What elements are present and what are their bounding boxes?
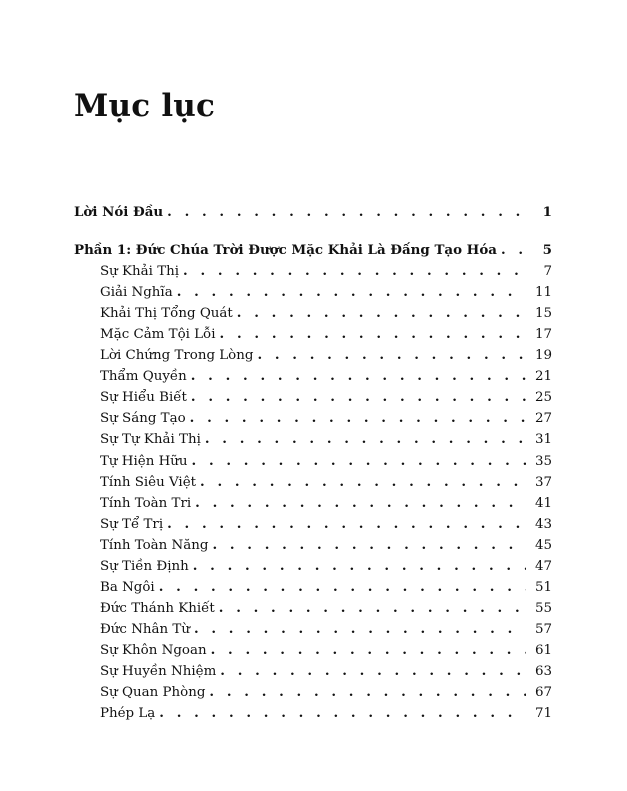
toc-page-number: 19 bbox=[534, 348, 552, 364]
dot-leader bbox=[219, 598, 526, 619]
dot-leader bbox=[159, 703, 526, 724]
dot-leader bbox=[167, 514, 526, 535]
toc-entry-label: Tính Toàn Năng bbox=[100, 537, 209, 553]
toc-entry-label: Giải Nghĩa bbox=[100, 285, 173, 301]
dot-leader bbox=[209, 682, 526, 703]
toc-entry-label: Phần 1: Đức Chúa Trời Được Mặc Khải Là Đấng Tạo Hóa bbox=[74, 242, 497, 259]
toc-entry[interactable] bbox=[74, 598, 552, 619]
toc-entry-label: Lời Nói Đầu bbox=[74, 204, 164, 220]
toc-page-number: 35 bbox=[534, 453, 552, 469]
toc-page-number: 57 bbox=[534, 621, 552, 637]
toc-entry-label: Khải Thị Tổng Quát bbox=[100, 306, 233, 322]
toc-page-number: 21 bbox=[534, 369, 552, 385]
toc-entry-label: Sự Sáng Tạo bbox=[100, 411, 186, 427]
toc-entry-label: Sự Tự Khải Thị bbox=[100, 432, 201, 448]
toc-page-number: 15 bbox=[534, 306, 552, 322]
toc-page-number: 43 bbox=[534, 516, 552, 532]
toc-entry-label: Sự Quan Phòng bbox=[100, 685, 206, 701]
toc-entry-label: Sự Khôn Ngoan bbox=[100, 642, 207, 658]
dot-leader bbox=[237, 303, 526, 324]
toc-entry-label: Sự Hiểu Biết bbox=[100, 390, 187, 406]
toc-entry-label: Tính Toàn Tri bbox=[100, 495, 192, 511]
toc-entry[interactable] bbox=[74, 703, 552, 724]
toc-entry-label: Mặc Cảm Tội Lỗi bbox=[100, 327, 216, 343]
toc-entry-label: Đức Nhân Từ bbox=[100, 621, 190, 637]
dot-leader bbox=[220, 661, 526, 682]
toc-entry[interactable] bbox=[74, 324, 552, 345]
toc-entry[interactable] bbox=[74, 282, 552, 303]
toc-page-number: 41 bbox=[534, 495, 552, 511]
dot-leader bbox=[194, 619, 526, 640]
toc-entry[interactable] bbox=[74, 345, 552, 366]
dot-leader bbox=[205, 429, 526, 450]
dot-leader bbox=[501, 240, 526, 261]
toc-entry[interactable] bbox=[74, 661, 552, 682]
dot-leader bbox=[159, 577, 526, 598]
toc-page-number: 5 bbox=[542, 242, 552, 259]
dot-leader bbox=[191, 387, 526, 408]
toc-entry[interactable] bbox=[74, 682, 552, 703]
dot-leader bbox=[212, 535, 526, 556]
toc-page-number: 17 bbox=[534, 327, 552, 343]
toc-entry-label: Thẩm Quyền bbox=[100, 369, 187, 385]
toc-entry-label: Sự Tiền Định bbox=[100, 558, 189, 574]
toc-page-number: 67 bbox=[534, 685, 552, 701]
toc-entry[interactable] bbox=[74, 408, 552, 429]
toc-page-number: 27 bbox=[534, 411, 552, 427]
toc-entry[interactable] bbox=[74, 577, 552, 598]
toc-entry[interactable] bbox=[74, 514, 552, 535]
toc-entry-label: Lời Chứng Trong Lòng bbox=[100, 348, 254, 364]
toc-page-number: 7 bbox=[543, 264, 552, 280]
toc-entry[interactable] bbox=[74, 261, 552, 282]
toc-page-number: 37 bbox=[534, 474, 552, 490]
toc-page-number: 45 bbox=[534, 537, 552, 553]
toc-page-number: 63 bbox=[534, 663, 552, 679]
toc-entry[interactable] bbox=[74, 366, 552, 387]
toc-entry-part-1[interactable] bbox=[74, 240, 552, 261]
toc-page-number: 61 bbox=[534, 642, 552, 658]
toc-page-number: 1 bbox=[542, 204, 552, 220]
toc-entry[interactable] bbox=[74, 640, 552, 661]
toc-page-number: 51 bbox=[534, 579, 552, 595]
dot-leader bbox=[220, 324, 526, 345]
dot-leader bbox=[192, 451, 526, 472]
toc-entry[interactable] bbox=[74, 429, 552, 450]
toc-entry-label: Phép Lạ bbox=[100, 706, 156, 722]
toc-entry-label: Sự Khải Thị bbox=[100, 264, 180, 280]
dot-leader bbox=[177, 282, 526, 303]
toc-entry[interactable] bbox=[74, 387, 552, 408]
toc-page-number: 55 bbox=[534, 600, 552, 616]
dot-leader bbox=[167, 202, 526, 223]
toc-entry[interactable] bbox=[74, 535, 552, 556]
toc-entry-label: Sự Tể Trị bbox=[100, 516, 164, 532]
toc-entry[interactable] bbox=[74, 451, 552, 472]
toc-page-number: 31 bbox=[534, 432, 552, 448]
toc-page-number: 47 bbox=[534, 558, 552, 574]
toc-entry-label: Sự Huyền Nhiệm bbox=[100, 663, 217, 679]
dot-leader bbox=[193, 556, 526, 577]
toc-entry-label: Đức Thánh Khiết bbox=[100, 600, 215, 616]
toc-page-number: 11 bbox=[534, 285, 552, 301]
dot-leader bbox=[257, 345, 526, 366]
toc-entry[interactable] bbox=[74, 472, 552, 493]
dot-leader bbox=[211, 640, 526, 661]
toc-entry-label: Tự Hiện Hữu bbox=[100, 453, 188, 469]
toc-entry[interactable] bbox=[74, 619, 552, 640]
page-title: Mục lục bbox=[74, 88, 216, 124]
dot-leader bbox=[191, 366, 526, 387]
toc-entry[interactable] bbox=[74, 493, 552, 514]
dot-leader bbox=[183, 261, 526, 282]
toc-entry[interactable] bbox=[74, 556, 552, 577]
table-of-contents bbox=[74, 202, 552, 724]
toc-entry-preface[interactable] bbox=[74, 202, 552, 223]
toc-entry[interactable] bbox=[74, 303, 552, 324]
dot-leader bbox=[200, 472, 526, 493]
toc-page-number: 71 bbox=[534, 706, 552, 722]
dot-leader bbox=[195, 493, 526, 514]
dot-leader bbox=[190, 408, 526, 429]
toc-entry-label: Tính Siêu Việt bbox=[100, 474, 197, 490]
toc-entry-label: Ba Ngôi bbox=[100, 579, 155, 595]
toc-page-number: 25 bbox=[534, 390, 552, 406]
